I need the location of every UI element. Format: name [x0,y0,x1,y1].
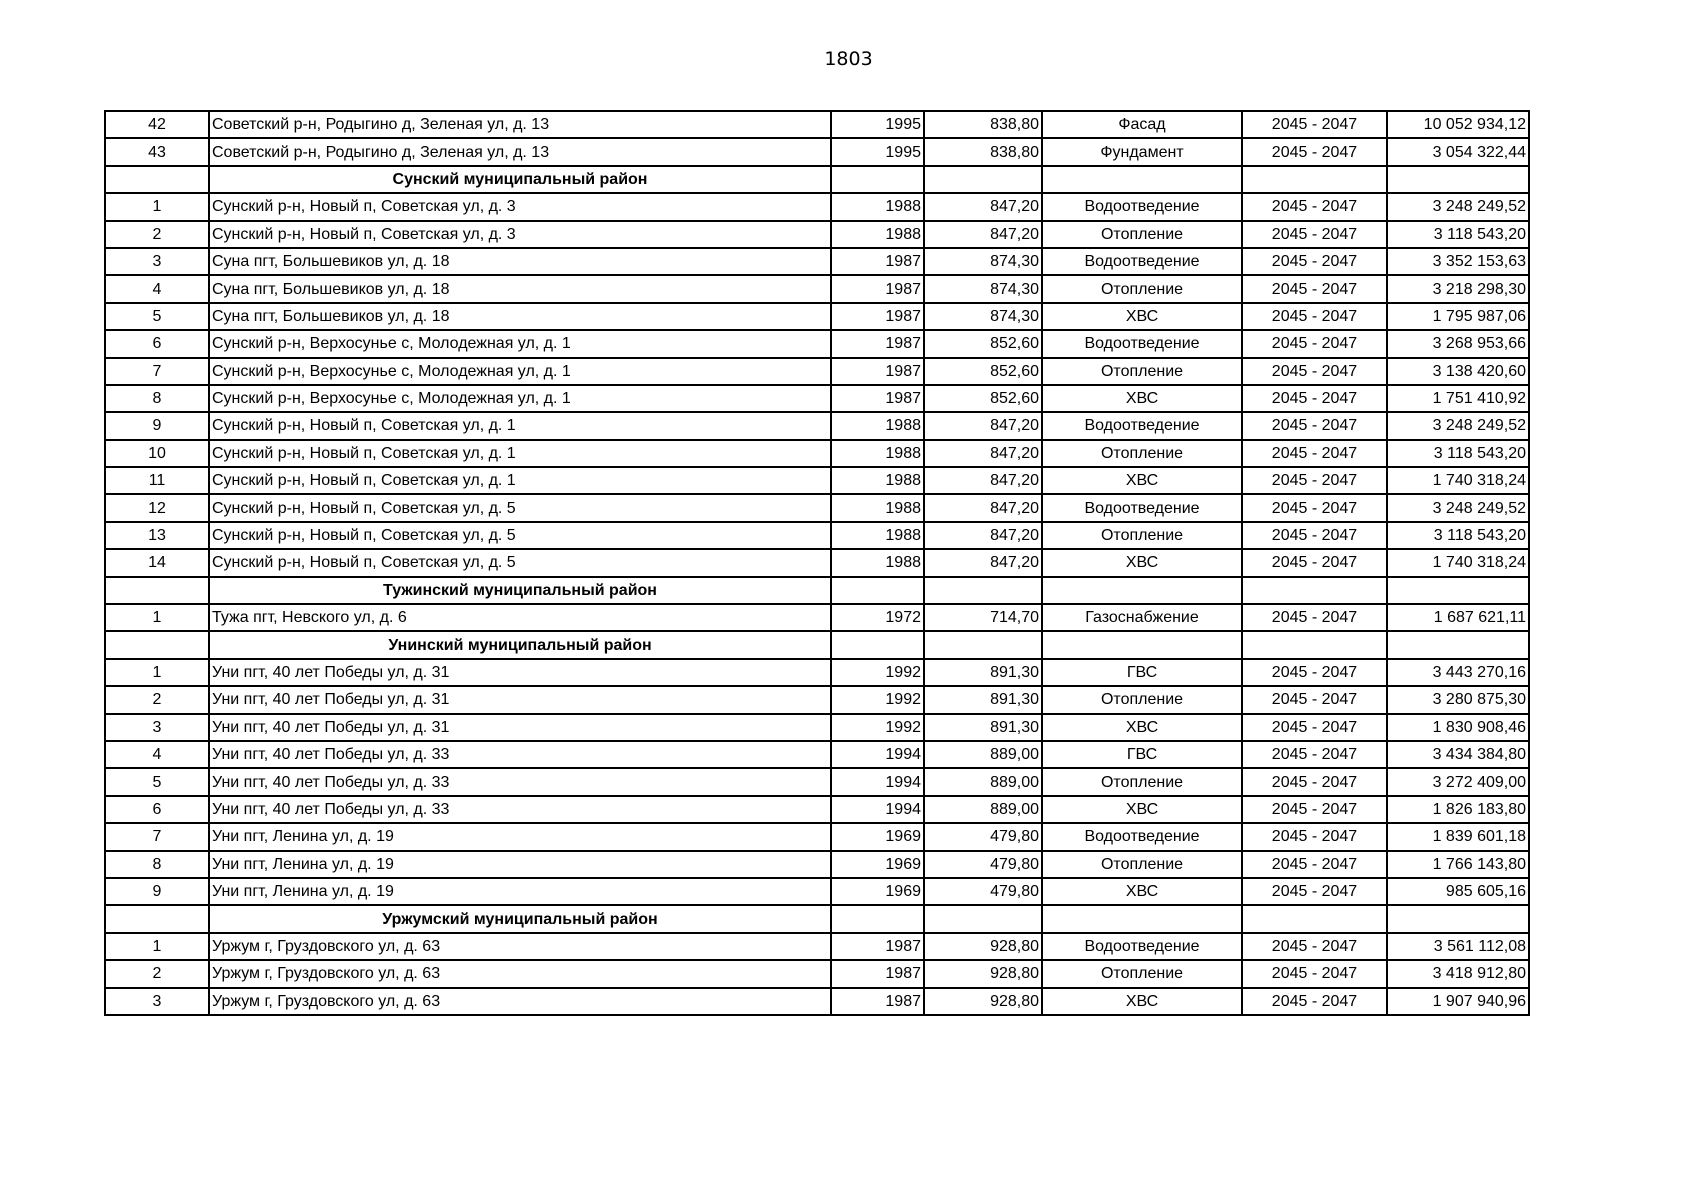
address-cell: Сунский р-н, Новый п, Советская ул, д. 1 [209,467,831,494]
area-cell: 479,80 [924,823,1042,850]
section-empty-cell [1042,577,1242,604]
row-number-cell: 2 [105,960,209,987]
year-built-cell: 1969 [831,851,924,878]
address-cell: Уни пгт, 40 лет Победы ул, д. 31 [209,686,831,713]
table-row [105,768,1529,795]
year-built-cell: 1992 [831,714,924,741]
row-number-cell: 6 [105,796,209,823]
table-body [105,111,1529,1015]
cost-cell: 1 795 987,06 [1387,303,1529,330]
year-built-cell: 1988 [831,549,924,576]
area-cell: 847,20 [924,440,1042,467]
section-empty-cell [1042,166,1242,193]
year-built-cell: 1988 [831,467,924,494]
period-cell: 2045 - 2047 [1242,796,1387,823]
section-empty-cell [924,577,1042,604]
year-built-cell: 1994 [831,768,924,795]
row-number-cell: 11 [105,467,209,494]
area-cell: 852,60 [924,358,1042,385]
row-number-cell: 1 [105,193,209,220]
area-cell: 847,20 [924,494,1042,521]
row-number-cell: 7 [105,358,209,385]
row-number-cell: 13 [105,522,209,549]
work-type-cell: Фундамент [1042,138,1242,165]
area-cell: 852,60 [924,330,1042,357]
table-row [105,494,1529,521]
period-cell: 2045 - 2047 [1242,686,1387,713]
section-header-row [105,905,1529,932]
year-built-cell: 1988 [831,494,924,521]
work-type-cell: Водоотведение [1042,412,1242,439]
area-cell: 847,20 [924,467,1042,494]
row-number-cell: 3 [105,988,209,1015]
section-header-row [105,166,1529,193]
area-cell: 928,80 [924,988,1042,1015]
row-number-cell: 4 [105,275,209,302]
address-cell: Уни пгт, 40 лет Победы ул, д. 31 [209,659,831,686]
area-cell: 847,20 [924,221,1042,248]
area-cell: 847,20 [924,522,1042,549]
row-number-cell: 7 [105,823,209,850]
section-empty-cell [1387,166,1529,193]
address-cell: Сунский р-н, Новый п, Советская ул, д. 5 [209,522,831,549]
cost-cell: 985 605,16 [1387,878,1529,905]
period-cell: 2045 - 2047 [1242,275,1387,302]
row-number-cell: 9 [105,412,209,439]
work-type-cell: Отопление [1042,275,1242,302]
address-cell: Сунский р-н, Верхосунье с, Молодежная ул, д. 1 [209,385,831,412]
page-number: 1803 [824,48,873,70]
work-type-cell: ХВС [1042,385,1242,412]
area-cell: 874,30 [924,248,1042,275]
year-built-cell: 1987 [831,275,924,302]
cost-cell: 3 248 249,52 [1387,494,1529,521]
cost-cell: 1 751 410,92 [1387,385,1529,412]
work-type-cell: Отопление [1042,221,1242,248]
area-cell: 838,80 [924,111,1042,138]
section-empty-cell [1387,577,1529,604]
year-built-cell: 1988 [831,193,924,220]
section-title-cell: Сунский муниципальный район [209,166,831,193]
address-cell: Тужа пгт, Невского ул, д. 6 [209,604,831,631]
row-number-cell: 2 [105,686,209,713]
cost-cell: 3 118 543,20 [1387,440,1529,467]
address-cell: Сунский р-н, Новый п, Советская ул, д. 1 [209,440,831,467]
work-type-cell: Отопление [1042,358,1242,385]
year-built-cell: 1995 [831,111,924,138]
year-built-cell: 1987 [831,303,924,330]
work-type-cell: Водоотведение [1042,823,1242,850]
work-type-cell: Водоотведение [1042,330,1242,357]
table-row [105,686,1529,713]
area-cell: 891,30 [924,686,1042,713]
work-type-cell: ХВС [1042,988,1242,1015]
table-row [105,714,1529,741]
area-cell: 889,00 [924,741,1042,768]
address-cell: Уни пгт, 40 лет Победы ул, д. 33 [209,796,831,823]
cost-cell: 3 218 298,30 [1387,275,1529,302]
table-row [105,878,1529,905]
address-cell: Сунский р-н, Новый п, Советская ул, д. 5 [209,494,831,521]
period-cell: 2045 - 2047 [1242,358,1387,385]
cost-cell: 3 434 384,80 [1387,741,1529,768]
table-row [105,823,1529,850]
work-type-cell: ХВС [1042,467,1242,494]
cost-cell: 3 248 249,52 [1387,193,1529,220]
address-cell: Советский р-н, Родыгино д, Зеленая ул, д. 13 [209,138,831,165]
section-empty-cell [1042,631,1242,658]
work-type-cell: Водоотведение [1042,494,1242,521]
row-number-cell: 5 [105,768,209,795]
table-row [105,358,1529,385]
row-number-cell: 4 [105,741,209,768]
section-empty-cell [831,905,924,932]
cost-cell: 3 054 322,44 [1387,138,1529,165]
section-empty-cell [1242,166,1387,193]
period-cell: 2045 - 2047 [1242,604,1387,631]
work-type-cell: ХВС [1042,549,1242,576]
section-header-row [105,577,1529,604]
year-built-cell: 1987 [831,248,924,275]
area-cell: 928,80 [924,933,1042,960]
address-cell: Уржум г, Груздовского ул, д. 63 [209,988,831,1015]
area-cell: 891,30 [924,714,1042,741]
section-empty-cell [924,631,1042,658]
area-cell: 889,00 [924,768,1042,795]
row-number-cell: 1 [105,604,209,631]
cost-cell: 1 766 143,80 [1387,851,1529,878]
section-empty-cell [831,166,924,193]
section-empty-cell [1242,577,1387,604]
address-cell: Уни пгт, 40 лет Победы ул, д. 33 [209,768,831,795]
address-cell: Сунский р-н, Верхосунье с, Молодежная ул, д. 1 [209,358,831,385]
period-cell: 2045 - 2047 [1242,960,1387,987]
section-empty-cell [831,577,924,604]
period-cell: 2045 - 2047 [1242,412,1387,439]
address-cell: Сунский р-н, Верхосунье с, Молодежная ул, д. 1 [209,330,831,357]
cost-cell: 3 280 875,30 [1387,686,1529,713]
cost-cell: 1 830 908,46 [1387,714,1529,741]
table-row [105,385,1529,412]
work-type-cell: ХВС [1042,878,1242,905]
row-number-cell: 10 [105,440,209,467]
period-cell: 2045 - 2047 [1242,522,1387,549]
area-cell: 852,60 [924,385,1042,412]
row-number-cell: 14 [105,549,209,576]
period-cell: 2045 - 2047 [1242,768,1387,795]
section-header-row [105,631,1529,658]
period-cell: 2045 - 2047 [1242,193,1387,220]
row-number-cell: 43 [105,138,209,165]
table-row [105,193,1529,220]
table-row [105,248,1529,275]
address-cell: Уржум г, Груздовского ул, д. 63 [209,933,831,960]
row-number-cell: 3 [105,714,209,741]
work-type-cell: ГВС [1042,659,1242,686]
area-cell: 889,00 [924,796,1042,823]
address-cell: Суна пгт, Большевиков ул, д. 18 [209,248,831,275]
work-type-cell: ХВС [1042,796,1242,823]
row-number-cell: 8 [105,385,209,412]
area-cell: 928,80 [924,960,1042,987]
work-type-cell: Водоотведение [1042,193,1242,220]
table-row [105,604,1529,631]
cost-cell: 3 138 420,60 [1387,358,1529,385]
year-built-cell: 1987 [831,960,924,987]
cost-cell: 3 118 543,20 [1387,221,1529,248]
work-type-cell: ХВС [1042,303,1242,330]
section-empty-cell [1242,631,1387,658]
period-cell: 2045 - 2047 [1242,714,1387,741]
cost-cell: 3 561 112,08 [1387,933,1529,960]
cost-cell: 3 418 912,80 [1387,960,1529,987]
work-type-cell: Фасад [1042,111,1242,138]
table-row [105,796,1529,823]
section-empty-cell [924,905,1042,932]
cost-cell: 10 052 934,12 [1387,111,1529,138]
address-cell: Сунский р-н, Новый п, Советская ул, д. 5 [209,549,831,576]
period-cell: 2045 - 2047 [1242,988,1387,1015]
year-built-cell: 1995 [831,138,924,165]
year-built-cell: 1972 [831,604,924,631]
section-title-cell: Унинский муниципальный район [209,631,831,658]
cost-cell: 1 687 621,11 [1387,604,1529,631]
table-row [105,659,1529,686]
section-num-cell [105,577,209,604]
period-cell: 2045 - 2047 [1242,138,1387,165]
work-type-cell: ГВС [1042,741,1242,768]
table-row [105,522,1529,549]
area-cell: 847,20 [924,549,1042,576]
cost-cell: 1 907 940,96 [1387,988,1529,1015]
work-type-cell: Водоотведение [1042,933,1242,960]
section-empty-cell [1042,905,1242,932]
table-row [105,933,1529,960]
table-row [105,467,1529,494]
address-cell: Уни пгт, 40 лет Победы ул, д. 33 [209,741,831,768]
section-empty-cell [924,166,1042,193]
year-built-cell: 1969 [831,878,924,905]
year-built-cell: 1988 [831,522,924,549]
table-row [105,960,1529,987]
table-row [105,741,1529,768]
work-type-cell: Отопление [1042,960,1242,987]
year-built-cell: 1994 [831,796,924,823]
year-built-cell: 1987 [831,988,924,1015]
table-row [105,275,1529,302]
section-empty-cell [1387,631,1529,658]
period-cell: 2045 - 2047 [1242,494,1387,521]
row-number-cell: 12 [105,494,209,521]
year-built-cell: 1992 [831,686,924,713]
period-cell: 2045 - 2047 [1242,933,1387,960]
table-row [105,303,1529,330]
table-row [105,988,1529,1015]
work-type-cell: Газоснабжение [1042,604,1242,631]
table-row [105,221,1529,248]
period-cell: 2045 - 2047 [1242,221,1387,248]
area-cell: 874,30 [924,275,1042,302]
period-cell: 2045 - 2047 [1242,851,1387,878]
work-type-cell: Водоотведение [1042,248,1242,275]
address-cell: Уржум г, Груздовского ул, д. 63 [209,960,831,987]
row-number-cell: 5 [105,303,209,330]
year-built-cell: 1987 [831,933,924,960]
address-cell: Сунский р-н, Новый п, Советская ул, д. 3 [209,221,831,248]
section-empty-cell [1387,905,1529,932]
row-number-cell: 1 [105,933,209,960]
period-cell: 2045 - 2047 [1242,303,1387,330]
address-cell: Уни пгт, 40 лет Победы ул, д. 31 [209,714,831,741]
address-cell: Советский р-н, Родыгино д, Зеленая ул, д. 13 [209,111,831,138]
cost-cell: 1 839 601,18 [1387,823,1529,850]
table-row [105,851,1529,878]
year-built-cell: 1987 [831,385,924,412]
row-number-cell: 3 [105,248,209,275]
work-type-cell: Отопление [1042,686,1242,713]
section-num-cell [105,631,209,658]
cost-cell: 3 268 953,66 [1387,330,1529,357]
area-cell: 874,30 [924,303,1042,330]
row-number-cell: 6 [105,330,209,357]
cost-cell: 3 352 153,63 [1387,248,1529,275]
period-cell: 2045 - 2047 [1242,878,1387,905]
work-type-cell: Отопление [1042,522,1242,549]
year-built-cell: 1994 [831,741,924,768]
area-cell: 847,20 [924,193,1042,220]
row-number-cell: 2 [105,221,209,248]
year-built-cell: 1992 [831,659,924,686]
period-cell: 2045 - 2047 [1242,440,1387,467]
table-row [105,440,1529,467]
section-num-cell [105,166,209,193]
address-cell: Уни пгт, Ленина ул, д. 19 [209,851,831,878]
year-built-cell: 1987 [831,330,924,357]
address-cell: Уни пгт, Ленина ул, д. 19 [209,823,831,850]
section-title-cell: Тужинский муниципальный район [209,577,831,604]
address-cell: Суна пгт, Большевиков ул, д. 18 [209,303,831,330]
address-cell: Суна пгт, Большевиков ул, д. 18 [209,275,831,302]
work-type-cell: Отопление [1042,851,1242,878]
area-cell: 479,80 [924,878,1042,905]
work-type-cell: Отопление [1042,768,1242,795]
year-built-cell: 1988 [831,412,924,439]
area-cell: 891,30 [924,659,1042,686]
section-title-cell: Уржумский муниципальный район [209,905,831,932]
address-cell: Сунский р-н, Новый п, Советская ул, д. 1 [209,412,831,439]
period-cell: 2045 - 2047 [1242,659,1387,686]
table-row [105,111,1529,138]
period-cell: 2045 - 2047 [1242,549,1387,576]
year-built-cell: 1988 [831,221,924,248]
area-cell: 847,20 [924,412,1042,439]
table-row [105,549,1529,576]
cost-cell: 3 272 409,00 [1387,768,1529,795]
period-cell: 2045 - 2047 [1242,385,1387,412]
period-cell: 2045 - 2047 [1242,111,1387,138]
cost-cell: 3 118 543,20 [1387,522,1529,549]
work-type-cell: ХВС [1042,714,1242,741]
period-cell: 2045 - 2047 [1242,823,1387,850]
area-cell: 714,70 [924,604,1042,631]
year-built-cell: 1988 [831,440,924,467]
row-number-cell: 8 [105,851,209,878]
period-cell: 2045 - 2047 [1242,330,1387,357]
row-number-cell: 42 [105,111,209,138]
cost-cell: 1 740 318,24 [1387,549,1529,576]
address-cell: Уни пгт, Ленина ул, д. 19 [209,878,831,905]
year-built-cell: 1987 [831,358,924,385]
cost-cell: 3 248 249,52 [1387,412,1529,439]
repair-schedule-table [104,110,1530,1016]
table-row [105,138,1529,165]
table-row [105,330,1529,357]
section-empty-cell [831,631,924,658]
period-cell: 2045 - 2047 [1242,248,1387,275]
cost-cell: 3 443 270,16 [1387,659,1529,686]
section-num-cell [105,905,209,932]
period-cell: 2045 - 2047 [1242,467,1387,494]
table-row [105,412,1529,439]
period-cell: 2045 - 2047 [1242,741,1387,768]
address-cell: Сунский р-н, Новый п, Советская ул, д. 3 [209,193,831,220]
cost-cell: 1 826 183,80 [1387,796,1529,823]
row-number-cell: 1 [105,659,209,686]
year-built-cell: 1969 [831,823,924,850]
work-type-cell: Отопление [1042,440,1242,467]
cost-cell: 1 740 318,24 [1387,467,1529,494]
section-empty-cell [1242,905,1387,932]
row-number-cell: 9 [105,878,209,905]
area-cell: 479,80 [924,851,1042,878]
area-cell: 838,80 [924,138,1042,165]
